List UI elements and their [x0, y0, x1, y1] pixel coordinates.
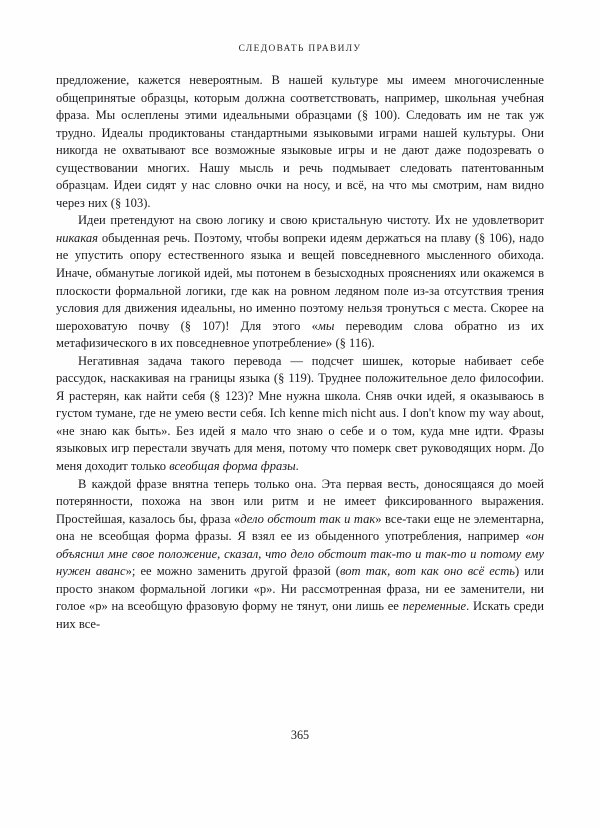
paragraph [56, 72, 544, 212]
emphasis-run: он объяснил мне свое положение, сказал, что дело обстоит так-то и так-то и потому ему нужен аванс [56, 529, 544, 579]
text-run: . Искать среди них все- [56, 599, 544, 631]
emphasis-run: никакая [56, 230, 98, 245]
paragraph [56, 476, 544, 634]
text-run: ) или просто знаком формальной логики «p». Ни рассмотренная фраза, ни ее заменители, ни голое «p» на всеобщую фразовую форму не тянут, они лишь ее [56, 564, 544, 614]
text-run: »; ее можно заменить другой фразой ( [125, 564, 340, 579]
text-run: Негативная задача такого перевода — подсчет шишек, которые набивает себе рассудок, наскакивая на границы языка (§ 119). Труднее положительное дело философии. Я растерян, как найти себя (§ 123)? Мне нужна школа. Сняв очки идей, я оказываюсь в густом тумане, где не умею вести себя. Ich kenne mich nicht aus. I don't know my way about, «не знаю как быть». Без идей я мало что знаю о себе и о том, куда мне идти. Фразы языковых игр перестали звучать для меня, потому что померк свет руководящих норм. До меня доходит только [56, 353, 544, 474]
paragraph [56, 212, 544, 352]
emphasis-run: всеобщая форма фразы [169, 459, 296, 474]
text-run: . [295, 459, 299, 474]
emphasis-run: дело обстоит так и так [240, 511, 376, 526]
emphasis-run: вот так, вот как оно всё есть [339, 564, 515, 579]
emphasis-run: мы [317, 318, 335, 333]
body-text [56, 72, 544, 634]
text-run: предложение, кажется невероятным. В нашей культуре мы имеем многочисленные общепринятые образцы, которым должна соответствовать, например, школьная учебная фраза. Мы ослеплены этими идеальными образцами (§ 100). Следовать им не так уж трудно. Идеалы продиктованы стандартными языковыми играми нашей культуры. Они никогда не охватывают все возможные языковые игры и не дают даже подозревать о существовании многих. Нашу мысль и речь подмывает следовать патентованным образцам. Идеи сидят у нас словно очки на носу, и всё, на что мы смотрим, нам видно через них (§ 103). [56, 73, 544, 210]
emphasis-run: переменные [402, 599, 467, 614]
paragraph [56, 353, 544, 476]
text-run: Идеи претендуют на свою логику и свою кристальную чистоту. Их не удовлетворит [78, 213, 544, 228]
page-number: 365 [290, 728, 310, 742]
text-run: переводим слова обратно из их метафизического в их повседневное употребление» (§ 116). [56, 318, 544, 351]
text-run: обыденная речь. Поэтому, чтобы вопреки идеям держаться на плаву (§ 106), надо не упустить опору естественного языка и вещей повседневного мысленного обихода. Иначе, обманутые логикой идей, мы потонем в безысходных прояснениях или окажемся в плоскости формальной логики, где как на ровном ледяном поле из-за отсутствия трения условия для движения идеальны, но именно поэтому нельзя тронуться с места. Скорее на шероховатую почву (§ 107)! Для этого « [56, 230, 544, 333]
running-head: СЛЕДОВАТЬ ПРАВИЛУ [238, 44, 362, 54]
text-run: В каждой фразе внятна теперь только она. Эта первая весть, доносящаяся до моей потерянности, похожа на звон или ритм и не имеет фиксированного выражения. Простейшая, казалось бы, фраза « [56, 476, 544, 526]
text-run: » все-таки еще не элементарна, она не всеобщая форма фразы. Я взял ее из обыденного употребления, например « [56, 511, 544, 544]
